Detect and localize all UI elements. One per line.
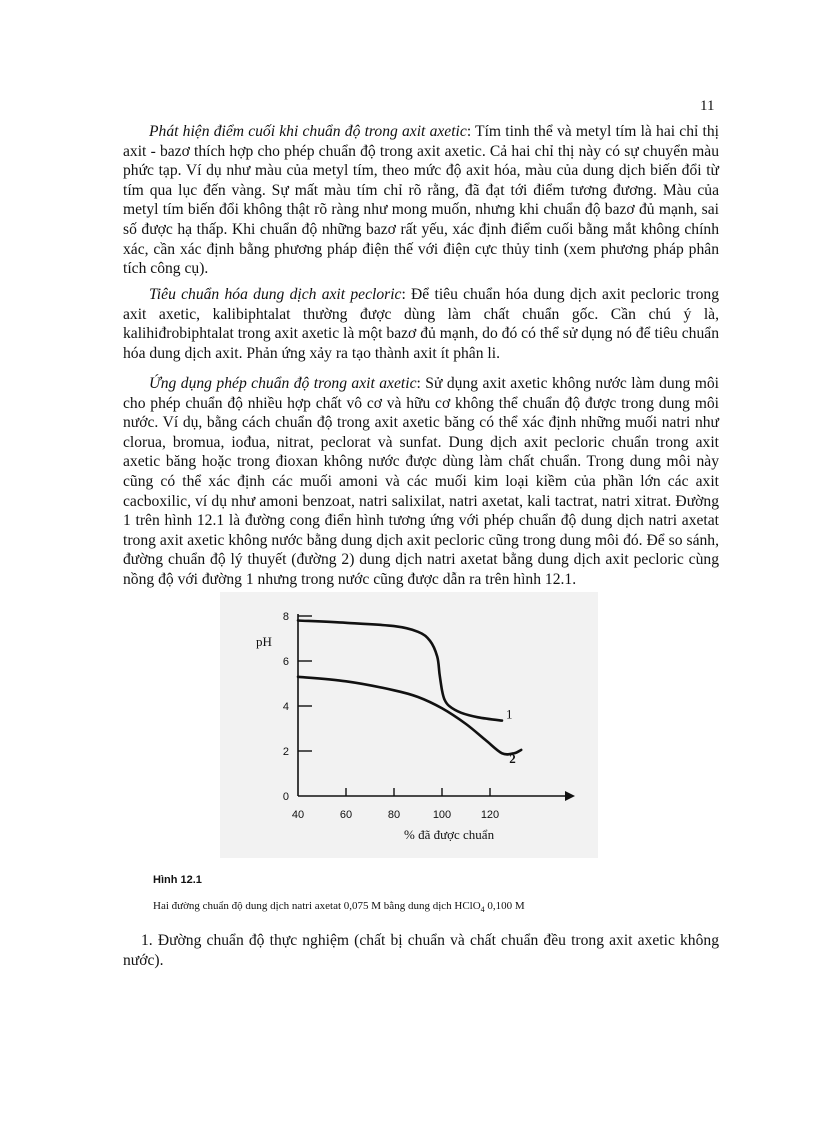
paragraph-standardization — [123, 285, 719, 363]
list-item: 1. Đường chuẩn độ thực nghiệm (chất bị chuẩn và chất chuẩn đều trong axit axetic không nước). — [123, 932, 719, 969]
y-axis-label: pH — [256, 634, 272, 649]
paragraph-body: : Để tiêu chuẩn hóa dung dịch axit pecloric trong axit axetic, kalibiphtalat thường được dùng làm chất chuẩn gốc. Cần chú ý là, kalihiđrobiphtalat trong axit axetic là một bazơ đủ mạnh, do đó có thể sử dụng nó để tiêu chuẩn hóa dung dịch axit. Phản ứng xảy ra tạo thành axit ít phân li. — [123, 286, 720, 362]
x-tick-label: 40 — [291, 809, 305, 821]
series-line-1 — [298, 621, 502, 721]
y-tick-label: 0 — [282, 791, 289, 803]
x-axis-arrow — [565, 791, 575, 801]
titration-chart — [220, 592, 598, 858]
paragraph-endpoint-detection — [123, 122, 719, 279]
figure-title: Hình 12.1 — [153, 874, 202, 886]
y-tick-label: 4 — [282, 701, 289, 713]
y-tick-label: 6 — [282, 656, 289, 668]
paragraph-lead: Phát hiện điểm cuối khi chuẩn độ trong axit axetic — [149, 123, 467, 140]
figure-caption: Hai đường chuẩn độ dung dịch natri axetat 0,075 M bằng dung dịch HClO$_4$ 0,100 M — [153, 900, 525, 915]
x-axis-label: % đã được chuẩn — [404, 827, 495, 842]
x-tick-label: 100 — [432, 809, 452, 821]
x-tick-label: 60 — [339, 809, 353, 821]
x-tick-label: 120 — [480, 809, 500, 821]
y-tick-label: 2 — [282, 746, 289, 758]
series-line-2 — [298, 677, 521, 755]
paragraph-lead: Ứng dụng phép chuẩn độ trong axit axetic — [149, 375, 417, 392]
paragraph-body: : Tím tinh thể và metyl tím là hai chỉ thị axit - bazơ thích hợp cho phép chuẩn độ trong axit axetic. Cả hai chỉ thị này có sự chuyển màu phức tạp. Ví dụ như màu của metyl tím, theo mức độ axit hóa, màu của dung dịch biến đổi từ tím qua lục đến vàng. Sự mất màu tím chỉ rõ rằng, đã đạt tới điểm tương đương. Màu của metyl tím biến đổi không thật rõ ràng như mong muốn, nhưng khi chuẩn độ bazơ đủ mạnh, sai số được hạ thấp. Khi chuẩn độ những bazơ rất yếu, xác định điểm cuối bằng mắt không chính xác, cần xác định bằng phương pháp điện thế với điện cực thủy tinh (xem phương pháp phân tích công cụ). — [123, 123, 719, 278]
y-tick-label: 8 — [282, 611, 289, 623]
paragraph-lead: Tiêu chuẩn hóa dung dịch axit pecloric — [149, 286, 402, 303]
series-label-2: 2 — [509, 750, 516, 766]
series-label-1: 1 — [506, 706, 513, 722]
page-number: 11 — [700, 98, 715, 114]
x-tick-label: 80 — [387, 809, 401, 821]
paragraph-body: : Sử dụng axit axetic không nước làm dung môi cho phép chuẩn độ nhiều hợp chất vô cơ và hữu cơ không thể chuẩn độ được trong dung môi nước. Ví dụ, bằng cách chuẩn độ trong axit axetic băng có thể xác định những muối natri như clorua, bromua, iođua, nitrat, peclorat và sunfat. Dung dịch axit pecloric chuẩn trong axit axetic băng hoặc trong đioxan không nước được dùng làm chất chuẩn. Trong dung môi này cũng có thể xác định các muối amoni và các muối kim loại kiềm của phần lớn các axit cacboxilic, ví dụ như amoni benzoat, natri salixilat, natri axetat, kali tactrat, natri xitrat. Đường 1 trên hình 12.1 là đường cong điển hình tương ứng với phép chuẩn độ dung dịch natri axetat trong axit axetic không nước bằng dung dịch axit pecloric cũng trong dung môi đó. Để so sánh, đường chuẩn độ lý thuyết (đường 2) dung dịch natri axetat bằng dung dịch axit pecloric cùng nồng độ với đường 1 nhưng trong nước cũng được dẫn ra trên hình 12.1. — [123, 375, 719, 588]
paragraph-applications — [123, 374, 719, 590]
